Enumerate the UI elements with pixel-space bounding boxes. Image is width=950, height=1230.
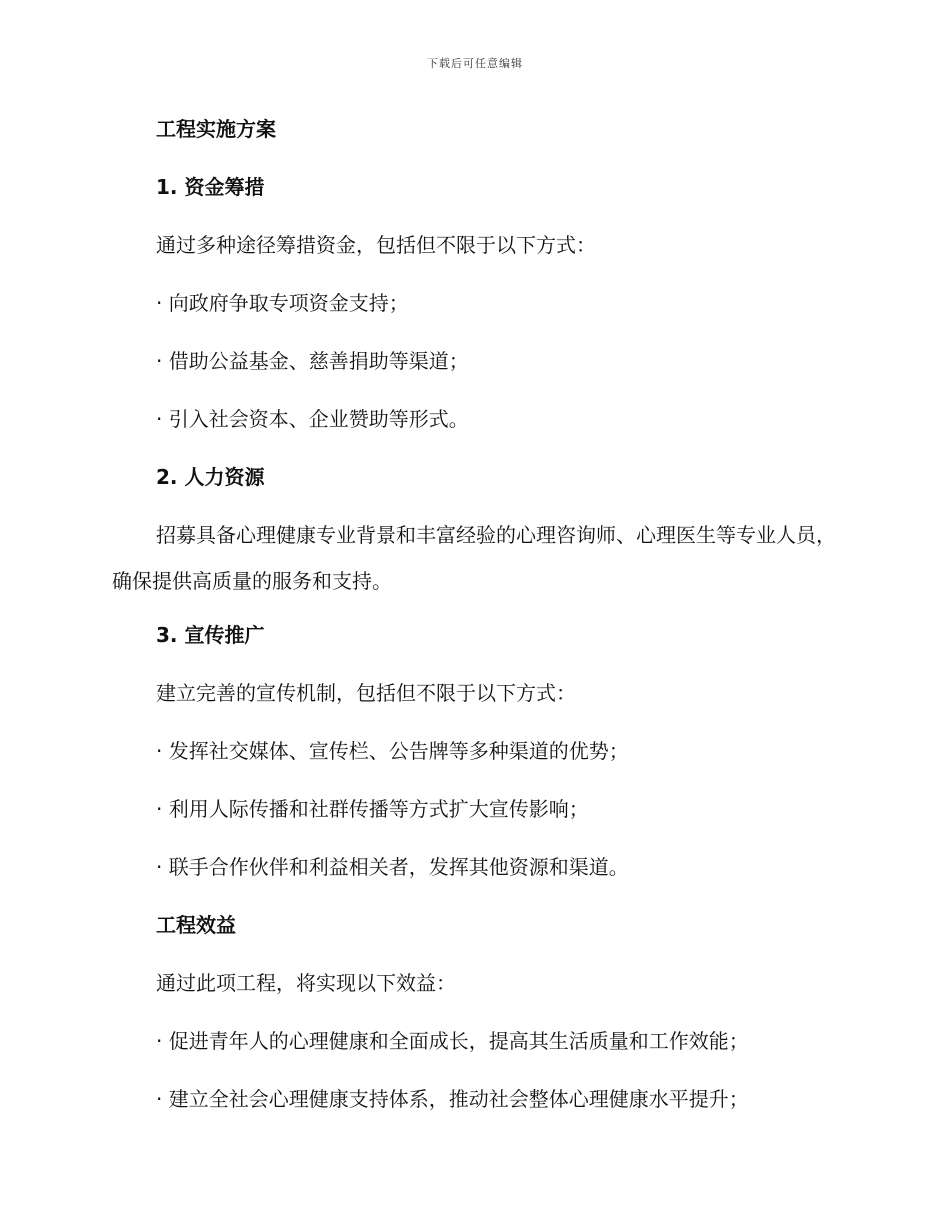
bullet-benefit-society: · 建立全社会心理健康支持体系，推动社会整体心理健康水平提升； (156, 1087, 749, 1111)
bullet-funding-capital: · 引入社会资本、企业赞助等形式。 (156, 407, 469, 431)
bullet-funding-charity: · 借助公益基金、慈善捐助等渠道； (156, 349, 469, 373)
paragraph-human-resources: 招募具备心理健康专业背景和丰富经验的心理咨询师、心理医生等专业人员，确保提供高质量的服务和支持。 (112, 523, 836, 593)
subsection-title-promotion: 3. 宣传推广 (156, 623, 265, 647)
bullet-funding-government: · 向政府争取专项资金支持； (156, 291, 409, 315)
subsection-title-human-resources: 2. 人力资源 (156, 465, 265, 489)
document-body (112, 110, 842, 1138)
bullet-promotion-partners: · 联手合作伙伴和利益相关者，发挥其他资源和渠道。 (156, 855, 629, 879)
paragraph-promotion-intro: 建立完善的宣传机制，包括但不限于以下方式： (156, 681, 576, 705)
paragraph-benefits-intro: 通过此项工程，将实现以下效益： (156, 971, 456, 995)
subsection-title-funding: 1. 资金筹措 (156, 175, 265, 199)
section-title-benefits: 工程效益 (156, 913, 236, 937)
section-title-implementation: 工程实施方案 (156, 117, 276, 141)
bullet-promotion-media: · 发挥社交媒体、宣传栏、公告牌等多种渠道的优势； (156, 739, 629, 763)
header-note: 下载后可任意编辑 (427, 57, 523, 70)
bullet-promotion-social: · 利用人际传播和社群传播等方式扩大宣传影响； (156, 797, 589, 821)
bullet-benefit-youth: · 促进青年人的心理健康和全面成长，提高其生活质量和工作效能； (156, 1029, 749, 1053)
paragraph-funding-intro: 通过多种途径筹措资金，包括但不限于以下方式： (156, 233, 596, 257)
